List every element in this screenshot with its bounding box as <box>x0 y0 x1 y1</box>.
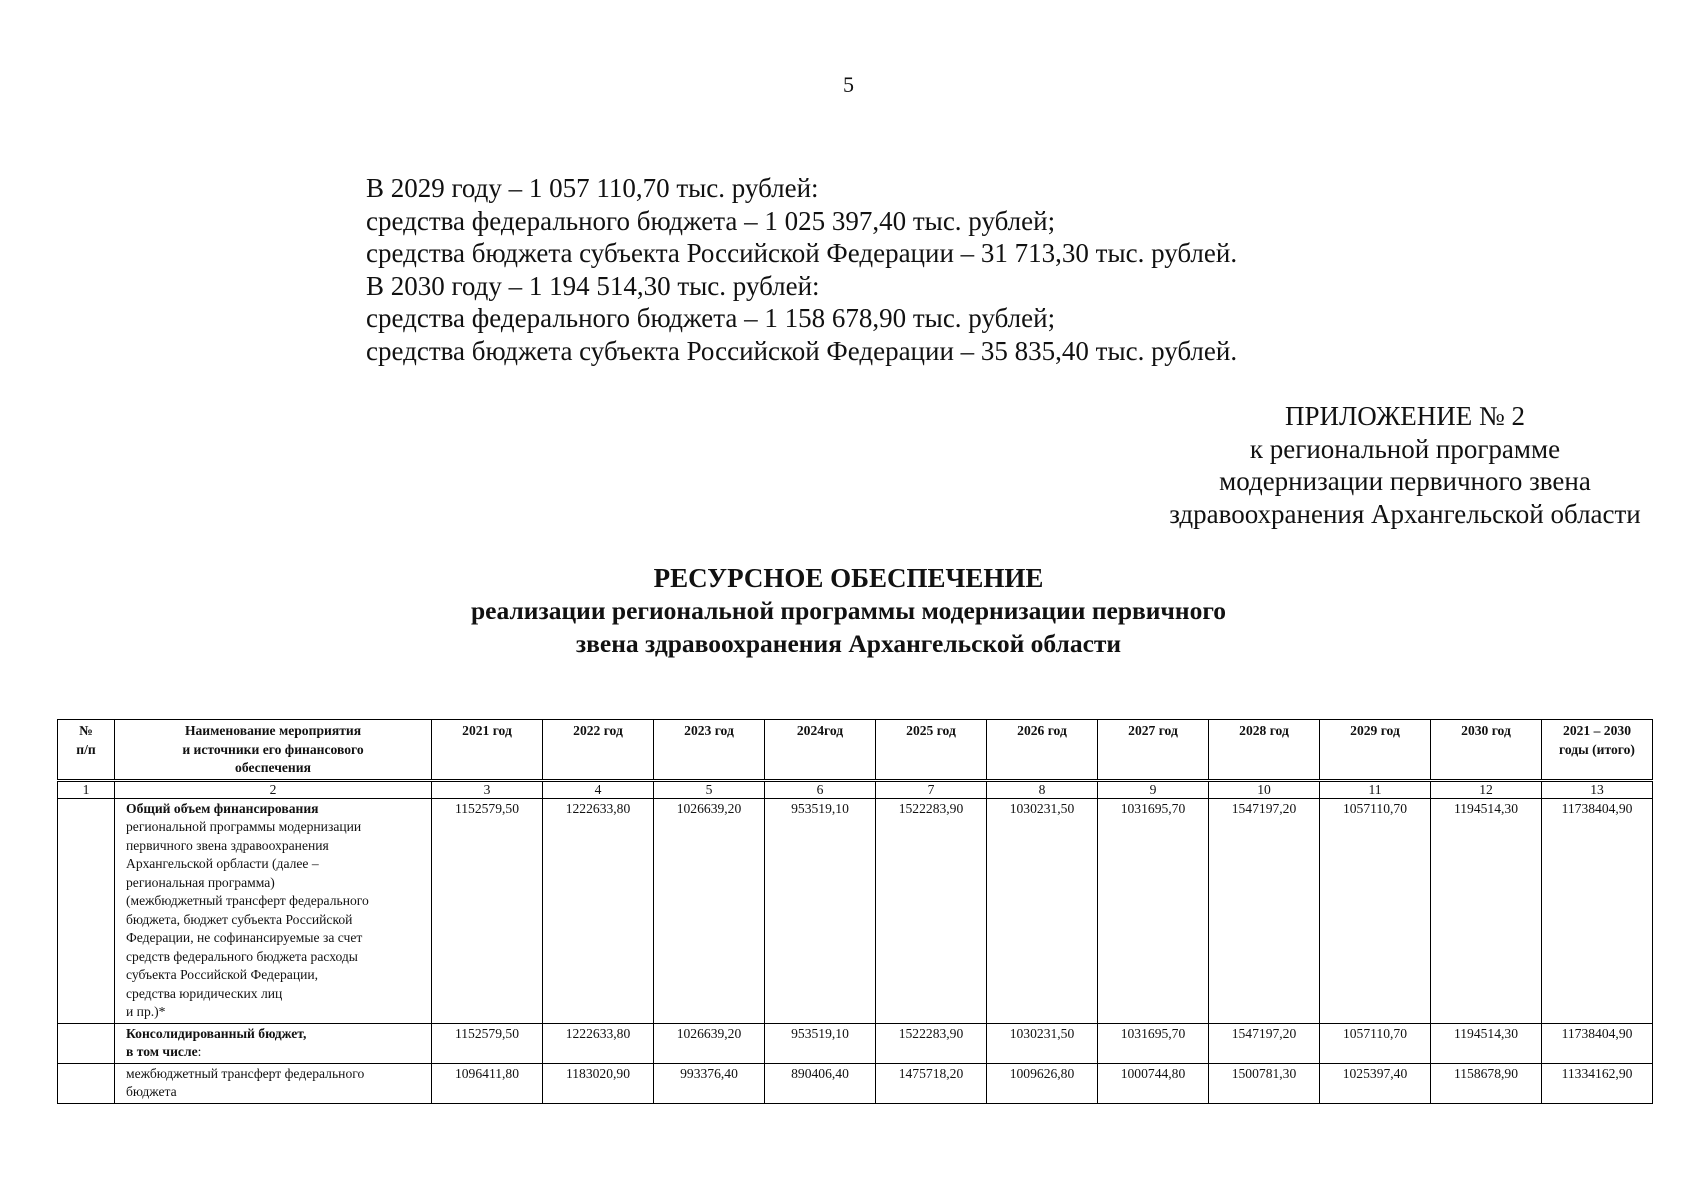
value-cell: 1222633,80 <box>543 1023 654 1063</box>
table-row-federal-transfer <box>58 1063 1653 1103</box>
value-cell: 1194514,30 <box>1431 798 1542 1023</box>
row-name: Консолидированный бюджет, в том числе: <box>115 1023 432 1063</box>
value-cell: 1030231,50 <box>987 798 1098 1023</box>
header-name: Наименование мероприятия и источники его финансового обеспечения <box>115 720 432 781</box>
header-year: 2026 год <box>987 720 1098 781</box>
value-cell-total: 11738404,90 <box>1542 798 1653 1023</box>
table-header-row <box>58 720 1653 781</box>
column-number: 5 <box>654 780 765 798</box>
row-name: Общий объем финансирования региональной программы модернизации первичного звена здравоохранения Архангельской орбласти (далее – региональная программа) (межбюджетный трансферт федерального бюджета, бюджет субъекта Российской Федерации, не софинансируемые за счет средств федерального бюджета расходы субъекта Российской Федерации, средства юридических лиц и пр.)* <box>115 798 432 1023</box>
row-name: межбюджетный трансферт федерального бюджета <box>115 1063 432 1103</box>
funding-line-2029-regional: средства бюджета субъекта Российской Федерации – 31 713,30 тыс. рублей. <box>366 238 1238 269</box>
funding-summary <box>366 172 1237 368</box>
funding-line-2030-total: В 2030 году – 1 194 514,30 тыс. рублей: <box>366 270 820 301</box>
column-number: 13 <box>1542 780 1653 798</box>
value-cell: 993376,40 <box>654 1063 765 1103</box>
value-cell: 1183020,90 <box>543 1063 654 1103</box>
value-cell: 1194514,30 <box>1431 1023 1542 1063</box>
table-row-total-funding <box>58 798 1653 1023</box>
appendix-line: модернизации первичного звена <box>1219 466 1591 497</box>
value-cell: 1057110,70 <box>1320 798 1431 1023</box>
header-year: 2024год <box>765 720 876 781</box>
value-cell: 1026639,20 <box>654 1023 765 1063</box>
header-year: 2021 год <box>432 720 543 781</box>
value-cell: 1031695,70 <box>1098 798 1209 1023</box>
header-year: 2023 год <box>654 720 765 781</box>
column-number: 2 <box>115 780 432 798</box>
value-cell: 1025397,40 <box>1320 1063 1431 1103</box>
appendix-line: к региональной программе <box>1249 433 1561 464</box>
value-cell: 1152579,50 <box>432 1023 543 1063</box>
appendix-number: ПРИЛОЖЕНИЕ № 2 <box>1284 401 1526 431</box>
column-number: 3 <box>432 780 543 798</box>
value-cell: 1030231,50 <box>987 1023 1098 1063</box>
column-number: 6 <box>765 780 876 798</box>
header-year: 2025 год <box>876 720 987 781</box>
table-row-consolidated-budget <box>58 1023 1653 1063</box>
value-cell: 1009626,80 <box>987 1063 1098 1103</box>
header-year: 2027 год <box>1098 720 1209 781</box>
header-number: № п/п <box>58 720 115 781</box>
header-year: 2028 год <box>1209 720 1320 781</box>
funding-line-2030-regional: средства бюджета субъекта Российской Федерации – 35 835,40 тыс. рублей. <box>366 335 1238 366</box>
appendix-line: здравоохранения Архангельской области <box>1169 498 1641 529</box>
appendix-heading <box>1150 400 1660 530</box>
column-number-row <box>58 780 1653 798</box>
value-cell: 1547197,20 <box>1209 1023 1320 1063</box>
column-number: 11 <box>1320 780 1431 798</box>
row-number <box>58 1023 115 1063</box>
value-cell: 1000744,80 <box>1098 1063 1209 1103</box>
value-cell: 1026639,20 <box>654 798 765 1023</box>
title-subtitle: звена здравоохранения Архангельской области <box>575 628 1122 658</box>
title-subtitle: реализации региональной программы модернизации первичного <box>470 596 1227 625</box>
value-cell: 953519,10 <box>765 1023 876 1063</box>
header-year: 2029 год <box>1320 720 1431 781</box>
value-cell-total: 11334162,90 <box>1542 1063 1653 1103</box>
column-number: 10 <box>1209 780 1320 798</box>
value-cell: 1475718,20 <box>876 1063 987 1103</box>
row-number <box>58 1063 115 1103</box>
funding-line-2029-total: В 2029 году – 1 057 110,70 тыс. рублей: <box>366 173 819 203</box>
resource-table <box>57 719 1653 1104</box>
column-number: 9 <box>1098 780 1209 798</box>
row-number <box>58 798 115 1023</box>
value-cell: 1057110,70 <box>1320 1023 1431 1063</box>
value-cell: 1031695,70 <box>1098 1023 1209 1063</box>
header-total: 2021 – 2030 годы (итого) <box>1542 720 1653 781</box>
value-cell: 1522283,90 <box>876 798 987 1023</box>
header-year: 2030 год <box>1431 720 1542 781</box>
value-cell: 1096411,80 <box>432 1063 543 1103</box>
funding-line-2029-federal: средства федерального бюджета – 1 025 397,40 тыс. рублей; <box>366 205 1056 236</box>
funding-line-2030-federal: средства федерального бюджета – 1 158 678,90 тыс. рублей; <box>366 303 1056 334</box>
column-number: 7 <box>876 780 987 798</box>
value-cell: 953519,10 <box>765 798 876 1023</box>
value-cell: 1152579,50 <box>432 798 543 1023</box>
value-cell: 890406,40 <box>765 1063 876 1103</box>
column-number: 8 <box>987 780 1098 798</box>
value-cell: 1222633,80 <box>543 798 654 1023</box>
page-number: 5 <box>843 72 854 97</box>
title-main: РЕСУРСНОЕ ОБЕСПЕЧЕНИЕ <box>653 563 1044 593</box>
value-cell: 1158678,90 <box>1431 1063 1542 1103</box>
column-number: 12 <box>1431 780 1542 798</box>
document-title <box>0 561 1697 660</box>
column-number: 1 <box>58 780 115 798</box>
value-cell-total: 11738404,90 <box>1542 1023 1653 1063</box>
value-cell: 1547197,20 <box>1209 798 1320 1023</box>
value-cell: 1522283,90 <box>876 1023 987 1063</box>
header-year: 2022 год <box>543 720 654 781</box>
value-cell: 1500781,30 <box>1209 1063 1320 1103</box>
column-number: 4 <box>543 780 654 798</box>
